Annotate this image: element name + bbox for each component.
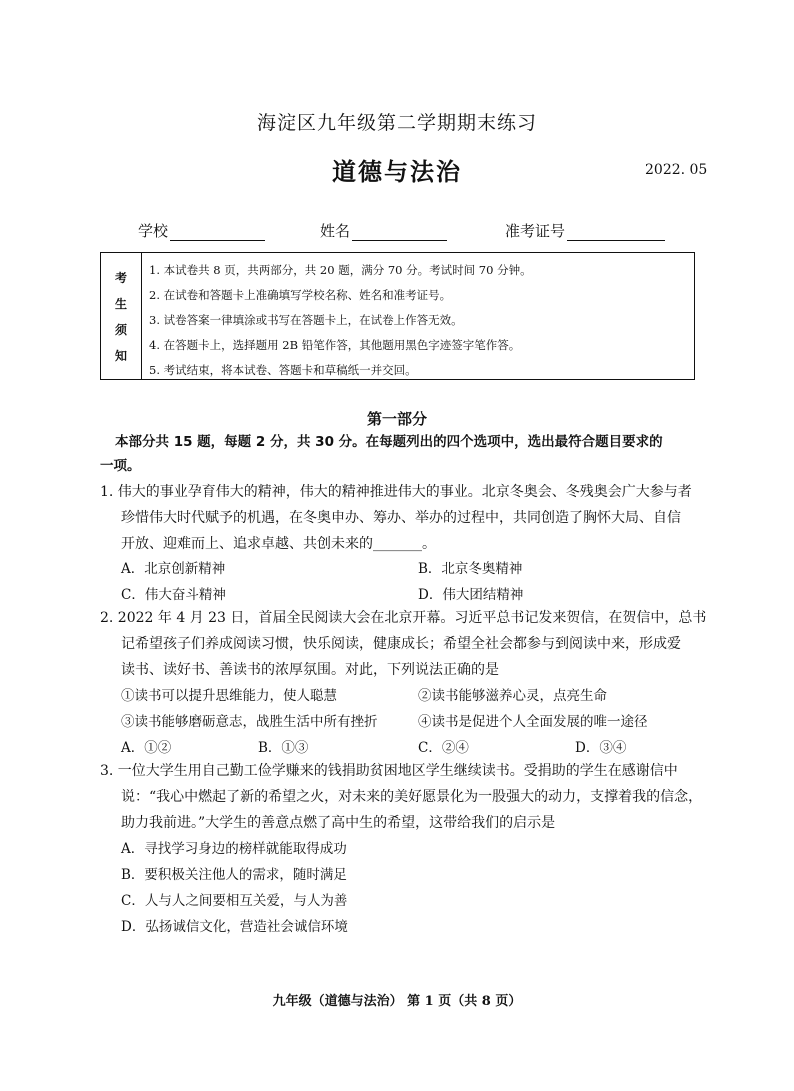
part-intro-line-1: 本部分共 15 题，每题 2 分，共 30 分。在每题列出的四个选项中，选出最符合题目要求的 — [115, 434, 663, 450]
notice-heading — [101, 253, 142, 379]
q2-option-a[interactable]: A．①② — [121, 740, 172, 756]
exam-title: 海淀区九年级第二学期期末练习 — [256, 112, 537, 134]
notice-list — [149, 258, 532, 383]
notice-item: 2. 在试卷和答题卡上准确填写学校名称、姓名和准考证号。 — [149, 288, 452, 302]
q3-option-a[interactable]: A．寻找学习身边的榜样就能取得成功 — [121, 841, 347, 857]
q3-stem-line: 说：“我心中燃起了新的希望之火，对未来的美好愿景化为一股强大的动力，支撑着我的信念， — [121, 789, 703, 805]
q2-option-b[interactable]: B．①③ — [258, 740, 309, 756]
notice-heading-char: 须 — [114, 322, 127, 337]
q1-option-a[interactable]: A．北京创新精神 — [121, 561, 226, 577]
exam-date: 2022. 05 — [645, 162, 708, 178]
notice-heading-char: 生 — [114, 296, 127, 311]
q2-statement: ①读书可以提升思维能力，使人聪慧 — [121, 688, 337, 704]
q3-option-c[interactable]: C．人与人之间要相互关爱，与人为善 — [121, 893, 348, 909]
q3-stem-line: 助力我前进。”大学生的善意点燃了高中生的希望，这带给我们的启示是 — [121, 815, 556, 831]
school-label: 学校 — [138, 222, 169, 240]
q1-stem-line: 开放、迎难而上、追求卓越、共创未来的_______。 — [121, 536, 436, 552]
name-field[interactable] — [320, 220, 447, 241]
q2-stem-line: 2. 2022 年 4 月 23 日，首届全民阅读大会在北京开幕。习近平总书记发来贺信，在贺信中，总书 — [100, 610, 707, 626]
q1-option-b[interactable]: B．北京冬奥精神 — [418, 561, 523, 577]
exam-id-field[interactable] — [505, 220, 665, 241]
notice-heading-char: 知 — [114, 348, 127, 363]
q2-option-c[interactable]: C．②④ — [418, 740, 469, 756]
exam-id-label: 准考证号 — [505, 222, 566, 240]
notice-item: 1. 本试卷共 8 页，共两部分，共 20 题，满分 70 分。考试时间 70 分钟。 — [149, 263, 532, 277]
q1-option-d[interactable]: D．伟大团结精神 — [418, 587, 524, 603]
school-field[interactable] — [138, 220, 265, 241]
q3-option-b[interactable]: B．要积极关注他人的需求，随时满足 — [121, 867, 347, 883]
notice-item: 5. 考试结束，将本试卷、答题卡和草稿纸一并交回。 — [149, 363, 417, 377]
page-footer: 九年级（道德与法治） 第 1 页（共 8 页） — [272, 994, 522, 1009]
q3-stem-line: 3. 一位大学生用自己勤工俭学赚来的钱捐助贫困地区学生继续读书。受捐助的学生在感谢信中 — [100, 763, 678, 779]
part-title: 第一部分 — [366, 410, 427, 428]
candidate-notice — [100, 252, 695, 380]
q2-statement: ②读书能够滋养心灵，点亮生命 — [418, 688, 607, 704]
q2-statement: ④读书是促进个人全面发展的唯一途径 — [418, 714, 648, 730]
notice-heading-char: 考 — [114, 270, 127, 285]
name-label: 姓名 — [320, 222, 351, 240]
q1-option-c[interactable]: C．伟大奋斗精神 — [121, 587, 226, 603]
part-intro-line-2: 一项。 — [100, 458, 141, 474]
q2-statement: ③读书能够磨砺意志，战胜生活中所有挫折 — [121, 714, 378, 730]
q1-stem-line: 珍惜伟大时代赋予的机遇，在冬奥申办、筹办、举办的过程中，共同创造了胸怀大局、自信 — [121, 510, 681, 526]
q1-stem-line: 1. 伟大的事业孕育伟大的精神，伟大的精神推进伟大的事业。北京冬奥会、冬残奥会广大参与者 — [100, 484, 692, 500]
q2-stem-line: 记希望孩子们养成阅读习惯，快乐阅读，健康成长；希望全社会都参与到阅读中来，形成爱 — [121, 636, 681, 652]
q3-option-d[interactable]: D．弘扬诚信文化，营造社会诚信环境 — [121, 919, 348, 935]
subject-title: 道德与法治 — [332, 157, 462, 186]
q2-stem-line: 读书、读好书、善读书的浓厚氛围。对此，下列说法正确的是 — [121, 662, 499, 678]
q2-option-d[interactable]: D．③④ — [575, 740, 627, 756]
notice-item: 3. 试卷答案一律填涂或书写在答题卡上，在试卷上作答无效。 — [149, 313, 463, 327]
notice-item: 4. 在答题卡上，选择题用 2B 铅笔作答，其他题用黑色字迹签字笔作答。 — [149, 338, 521, 352]
